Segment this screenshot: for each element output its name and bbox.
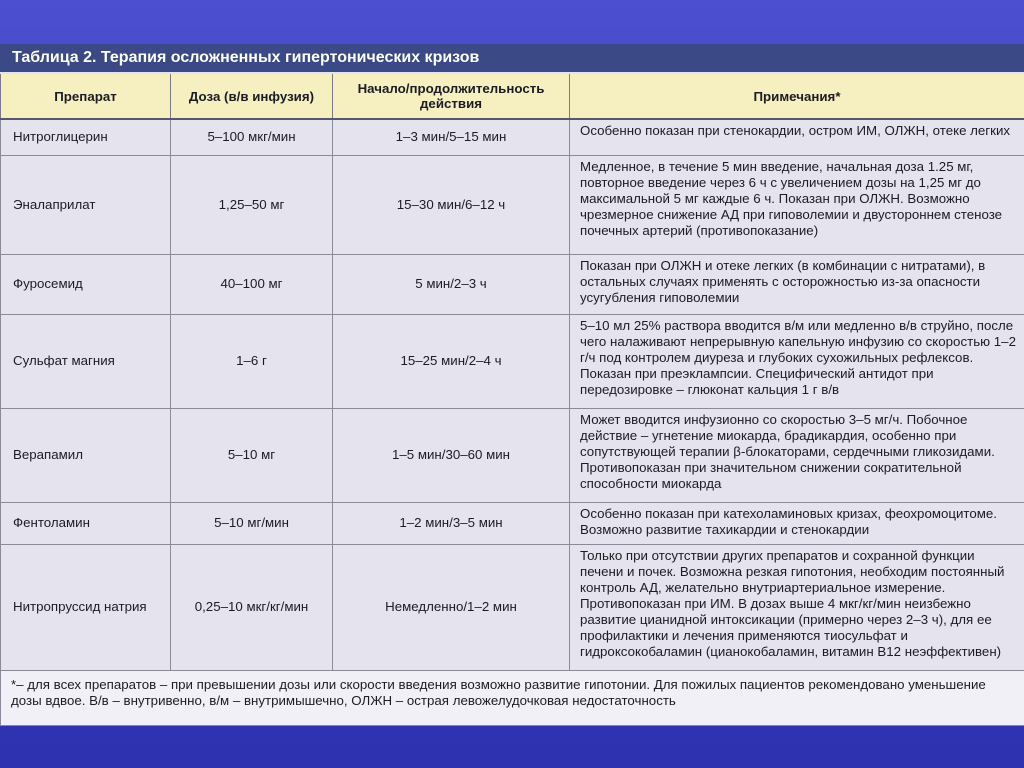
header-drug: Препарат <box>1 74 171 119</box>
note-cell: Особенно показан при стенокардии, остром ИМ, ОЛЖН, отеке легких <box>570 119 1024 155</box>
dose-cell: 1–6 г <box>171 314 333 408</box>
drug-cell: Фуросемид <box>1 254 171 314</box>
drug-cell: Нитроглицерин <box>1 119 171 155</box>
table-panel <box>0 44 1024 706</box>
note-cell: Может вводится инфузионно со скоростью 3–5 мг/ч. Побочное действие – угнетение миокарда, брадикардия, особенно при сопутствующей терапии β-блокаторами, сердечными гликозидами. Противопоказан при значительном снижении сократительной способности миокарда <box>570 408 1024 502</box>
note-cell: Показан при ОЛЖН и отеке легких (в комбинации с нитратами), в остальных случаях применять с осторожностью из-за опасности усугубления гиповолемии <box>570 254 1024 314</box>
onset-cell: 15–25 мин/2–4 ч <box>333 314 570 408</box>
therapy-table <box>0 74 1024 726</box>
dose-cell: 5–10 мг/мин <box>171 502 333 544</box>
dose-cell: 5–10 мг <box>171 408 333 502</box>
note-cell: 5–10 мл 25% раствора вводится в/м или медленно в/в струйно, после чего налаживают непрерывную капельную инфузию со скоростью 1–2 г/ч под контролем диуреза и глубоких сухожильных рефлексов. Показан при преэклампсии. Специфический антидот при передозировке – глюконат кальция 1 г в/в <box>570 314 1024 408</box>
footnote: *– для всех препаратов – при превышении дозы или скорости введения возможно развитие гипотонии. Для пожилых пациентов рекомендовано уменьшение дозы вдвое. В/в – внутривенно, в/м – внутримышечно, ОЛЖН – острая левожелудочковая недостаточность <box>1 670 1024 725</box>
onset-cell: 1–5 мин/30–60 мин <box>333 408 570 502</box>
table-title: Таблица 2. Терапия осложненных гипертонических кризов <box>0 44 1024 72</box>
onset-cell: 5 мин/2–3 ч <box>333 254 570 314</box>
onset-cell: 1–3 мин/5–15 мин <box>333 119 570 155</box>
drug-cell: Сульфат магния <box>1 314 171 408</box>
drug-cell: Фентоламин <box>1 502 171 544</box>
note-cell: Только при отсутствии других препаратов и сохранной функции печени и почек. Возможна резкая гипотония, необходим постоянный контроль АД, желательно внутриартериальное измерение. Противопоказан при ИМ. В дозах выше 4 мкг/кг/мин неизбежно развитие цианидной интоксикации (примерно через 2–3 ч), для ее профилактики и лечения применяются тиосульфат и гидроксокобаламин (цианокобаламин, витамин B12 неэффективен) <box>570 544 1024 670</box>
header-onset: Начало/продолжительность действия <box>333 74 570 119</box>
onset-cell: 1–2 мин/3–5 мин <box>333 502 570 544</box>
dose-cell: 0,25–10 мкг/кг/мин <box>171 544 333 670</box>
table-row <box>1 119 1024 155</box>
onset-cell: Немедленно/1–2 мин <box>333 544 570 670</box>
table-row <box>1 408 1024 502</box>
header-row <box>1 74 1024 119</box>
table-row <box>1 254 1024 314</box>
note-cell: Особенно показан при катехоламиновых кризах, феохромоцитоме. Возможно развитие тахикардии и стенокардии <box>570 502 1024 544</box>
header-notes: Примечания* <box>570 74 1024 119</box>
table-row <box>1 544 1024 670</box>
footnote-row <box>1 670 1024 725</box>
header-dose: Доза (в/в инфузия) <box>171 74 333 119</box>
drug-cell: Нитропруссид натрия <box>1 544 171 670</box>
onset-cell: 15–30 мин/6–12 ч <box>333 155 570 254</box>
table-row <box>1 502 1024 544</box>
dose-cell: 1,25–50 мг <box>171 155 333 254</box>
note-cell: Медленное, в течение 5 мин введение, начальная доза 1.25 мг, повторное введение через 6 ч с увеличением дозы на 1,25 мг до максимальной 5 мг каждые 6 ч. Показан при ОЛЖН. Возможно чрезмерное снижение АД при гиповолемии и двустороннем стенозе почечных артерий (противопоказание) <box>570 155 1024 254</box>
table-row <box>1 314 1024 408</box>
drug-cell: Верапамил <box>1 408 171 502</box>
dose-cell: 40–100 мг <box>171 254 333 314</box>
table-row <box>1 155 1024 254</box>
drug-cell: Эналаприлат <box>1 155 171 254</box>
dose-cell: 5–100 мкг/мин <box>171 119 333 155</box>
